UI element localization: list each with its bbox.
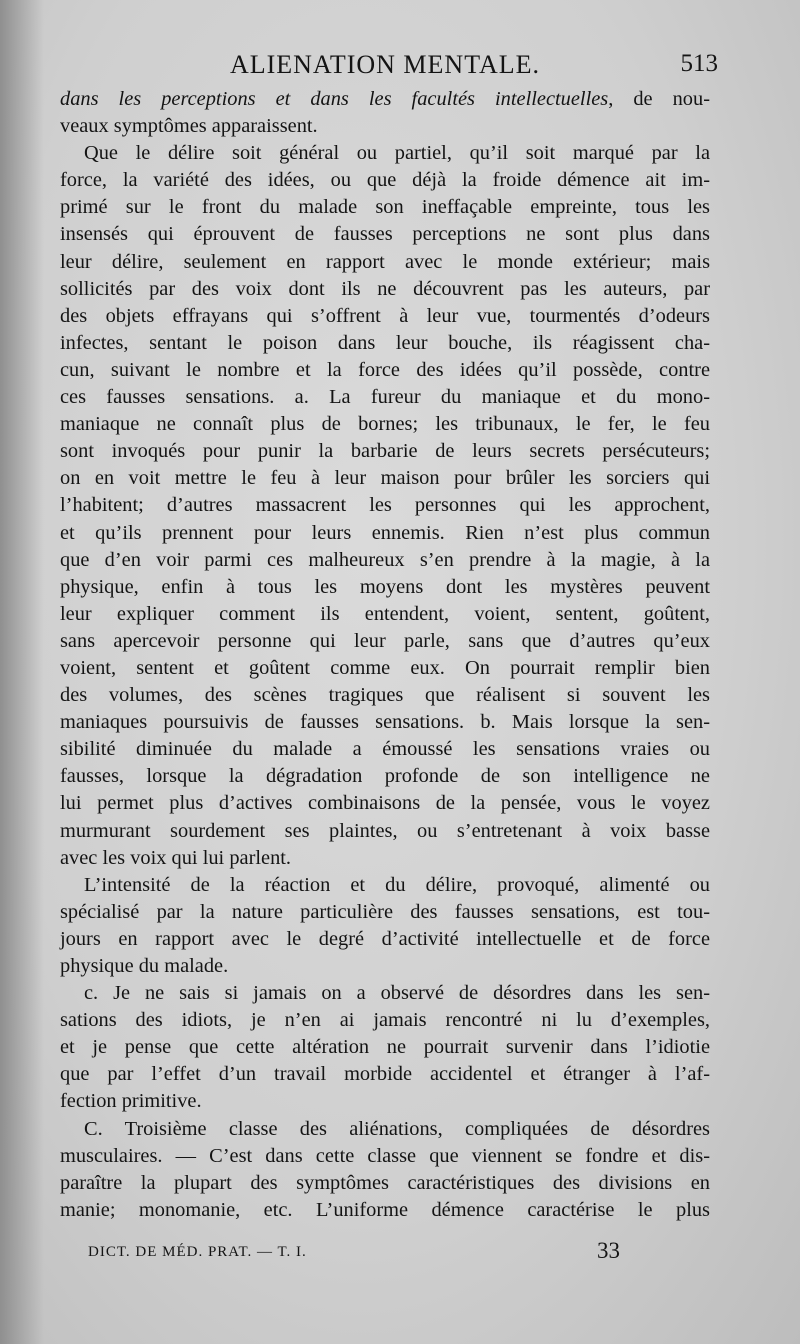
body-text (60, 86, 710, 1224)
text-line: sont invoqués pour punir la barbarie de leurs secrets persécuteurs; (60, 440, 710, 463)
text-line: sations des idiots, je n’en ai jamais rencontré ni lu d’exemples, (60, 1009, 710, 1032)
page-number: 513 (680, 50, 718, 77)
text-line: leur délire, seulement en rapport avec le monde extérieur; mais (60, 250, 710, 273)
text-line: insensés qui éprouvent de fausses perceptions ne sont plus dans (60, 223, 710, 246)
text-line: maniaques poursuivis de fausses sensations. b. Mais lorsque la sen- (60, 711, 710, 734)
text-line: que d’en voir parmi ces malheureux s’en prendre à la magie, à la (60, 548, 710, 571)
text-line: dans les perceptions et dans les facultés intellectuelles, de nou- (60, 88, 710, 110)
text-line: primé sur le front du malade son ineffaçable empreinte, tous les (60, 196, 710, 219)
text-line: physique du malade. (60, 955, 229, 977)
signature-mark: 33 (597, 1238, 620, 1263)
text-line: maniaque ne connaît plus de bornes; les tribunaux, le fer, le feu (60, 413, 710, 436)
text-line: avec les voix qui lui parlent. (60, 846, 292, 869)
text-line: voient, sentent et goûtent comme eux. On pourrait remplir bien (60, 656, 710, 679)
text-line: paraître la plupart des symptômes caractéristiques des divisions en (60, 1171, 710, 1194)
footer-reference: DICT. DE MÉD. PRAT. — T. I. (88, 1244, 307, 1260)
text-line: et qu’ils prennent pour leurs ennemis. Rien n’est plus commun (60, 521, 710, 544)
text-line: des objets effrayans qui s’offrent à leur vue, tourmentés d’odeurs (60, 304, 710, 327)
text-line: C. Troisième classe des aliénations, compliquées de désordres (84, 1117, 710, 1140)
running-title: ALIENATION MENTALE. (229, 50, 541, 79)
text-line: infectes, sentant le poison dans leur bouche, ils réagissent cha- (60, 331, 710, 354)
text-line: sibilité diminuée du malade a émoussé les sensations vraies ou (60, 738, 710, 761)
text-line: l’habitent; d’autres massacrent les personnes qui les approchent, (60, 494, 710, 517)
text-line: Que le délire soit général ou partiel, qu’il soit marqué par la (84, 142, 710, 165)
text-line: que par l’effet d’un travail morbide accidentel et étranger à l’af- (60, 1063, 710, 1086)
text-line: ces fausses sensations. a. La fureur du maniaque et du mono- (60, 386, 710, 409)
binding-shadow (0, 0, 44, 1344)
text-line: et je pense que cette altération ne pourrait survenir dans l’idiotie (60, 1036, 710, 1059)
text-line: spécialisé par la nature particulière des fausses sensations, est tou- (60, 900, 710, 923)
text-line: leur expliquer comment ils entendent, voient, sentent, goûtent, (60, 602, 710, 625)
text-line: jours en rapport avec le degré d’activité intellectuelle et de force (60, 927, 710, 950)
text-line: veaux symptômes apparaissent. (60, 115, 318, 138)
text-line: lui permet plus d’actives combinaisons de la pensée, vous le voyez (60, 792, 710, 815)
text-line: cun, suivant le nombre et la force des idées qu’il possède, contre (60, 358, 710, 381)
text-line: physique, enfin à tous les moyens dont les mystères peuvent (60, 575, 710, 598)
page-footer (88, 1238, 620, 1268)
text-line: sollicités par des voix dont ils ne découvrent pas les auteurs, par (60, 277, 710, 300)
text-line: murmurant sourdement ses plaintes, ou s’entretenant à voix basse (60, 819, 710, 842)
text-line: fection primitive. (60, 1090, 202, 1113)
text-line: L’intensité de la réaction et du délire, provoqué, alimenté ou (84, 873, 710, 896)
text-line: c. Je ne sais si jamais on a observé de désordres dans les sen- (84, 982, 710, 1005)
italic-phrase: dans les perceptions et dans les facultés intellectuelles (60, 88, 609, 110)
text-line: force, la variété des idées, ou que déjà la froide démence ait im- (60, 169, 710, 192)
text-line: musculaires. — C’est dans cette classe que viennent se fondre et dis- (60, 1144, 710, 1167)
text-line: manie; monomanie, etc. L’uniforme démence caractérise le plus (60, 1198, 710, 1221)
text-line: fausses, lorsque la dégradation profonde de son intelligence ne (60, 765, 710, 788)
text-line: on en voit mettre le feu à leur maison pour brûler les sorciers qui (60, 467, 710, 490)
page-header (60, 50, 718, 84)
text-line: sans apercevoir personne qui leur parle, sans que d’autres qu’eux (60, 629, 710, 652)
text-line: des volumes, des scènes tragiques que réalisent si souvent les (60, 684, 710, 707)
